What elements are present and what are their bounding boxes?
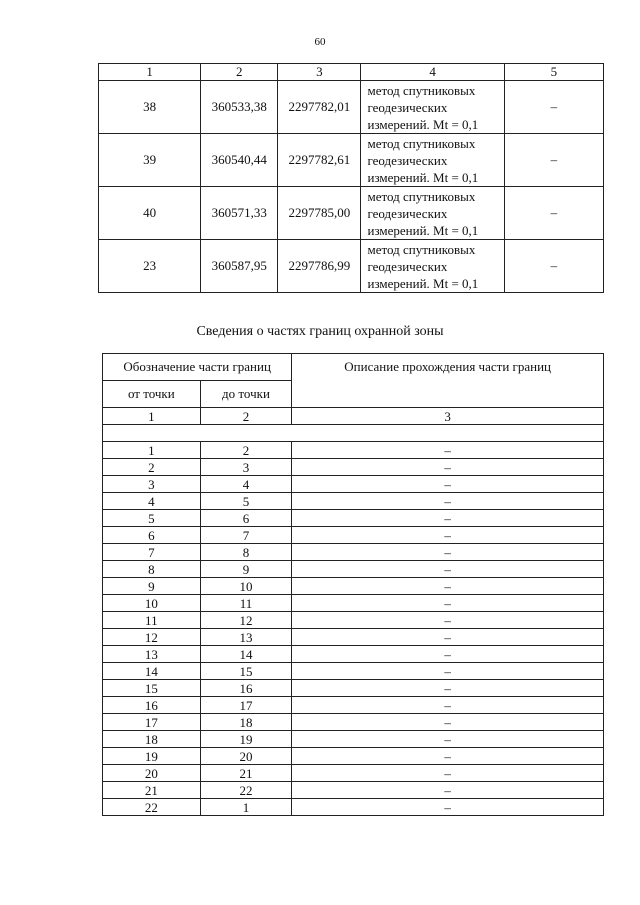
to-point: 21: [200, 765, 292, 782]
from-point: 18: [103, 731, 201, 748]
method-line: измерений. Mt = 0,1: [367, 222, 479, 238]
description: –: [292, 527, 604, 544]
from-point: 2: [103, 459, 201, 476]
to-point: 17: [200, 697, 292, 714]
col-number: 1: [99, 64, 201, 81]
description: –: [292, 612, 604, 629]
x-coordinate: 360533,38: [201, 81, 278, 134]
empty-cell: [103, 425, 604, 442]
to-point: 3: [200, 459, 292, 476]
section-title: Сведения о частях границ охранной зоны: [196, 324, 444, 339]
description: –: [292, 459, 604, 476]
from-point: 14: [103, 663, 201, 680]
to-point: 19: [200, 731, 292, 748]
description: –: [292, 510, 604, 527]
col-number: 3: [292, 408, 604, 425]
col-number: 3: [278, 64, 361, 81]
from-point: 1: [103, 442, 201, 459]
method-line: измерений. Mt = 0,1: [367, 169, 479, 185]
table-row: [103, 765, 604, 782]
boundary-parts-table: [102, 353, 604, 816]
point-number: 23: [99, 240, 201, 293]
to-point: 20: [200, 748, 292, 765]
page-number: 60: [314, 36, 326, 48]
table-row: [103, 459, 604, 476]
description: –: [292, 544, 604, 561]
to-point: 9: [200, 561, 292, 578]
column-numbers-row: [99, 64, 604, 81]
from-point: 7: [103, 544, 201, 561]
to-point: 15: [200, 663, 292, 680]
from-point: 15: [103, 680, 201, 697]
table-row: [103, 799, 604, 816]
header-to-point: до точки: [200, 381, 292, 408]
description: –: [292, 697, 604, 714]
method-line: геодезических: [367, 205, 448, 221]
col-number: 5: [504, 64, 603, 81]
x-coordinate: 360587,95: [201, 240, 278, 293]
from-point: 21: [103, 782, 201, 799]
description: –: [292, 680, 604, 697]
table-row: [103, 612, 604, 629]
description: –: [292, 629, 604, 646]
from-point: 10: [103, 595, 201, 612]
description: –: [292, 476, 604, 493]
from-point: 13: [103, 646, 201, 663]
column-numbers-row: [103, 408, 604, 425]
to-point: 14: [200, 646, 292, 663]
table-row: [103, 595, 604, 612]
table-row: [99, 134, 604, 187]
method-description: [361, 81, 504, 134]
method-line: геодезических: [367, 99, 448, 115]
from-point: 4: [103, 493, 201, 510]
header-from-point: от точки: [103, 381, 201, 408]
table-row: [103, 714, 604, 731]
method-line: метод спутниковых: [367, 82, 476, 98]
from-point: 16: [103, 697, 201, 714]
table-row: [103, 680, 604, 697]
note: –: [504, 134, 603, 187]
table-row: [103, 646, 604, 663]
method-line: измерений. Mt = 0,1: [367, 116, 479, 132]
y-coordinate: 2297782,01: [278, 81, 361, 134]
table-row: [103, 782, 604, 799]
header-row: [103, 354, 604, 381]
description: –: [292, 748, 604, 765]
table-row: [103, 748, 604, 765]
to-point: 8: [200, 544, 292, 561]
method-line: метод спутниковых: [367, 188, 476, 204]
to-point: 13: [200, 629, 292, 646]
description: –: [292, 561, 604, 578]
description: –: [292, 765, 604, 782]
to-point: 5: [200, 493, 292, 510]
description: –: [292, 646, 604, 663]
coordinates-table: [98, 63, 604, 293]
description: –: [292, 595, 604, 612]
table-row: [103, 527, 604, 544]
table-row: [99, 240, 604, 293]
table-row: [103, 561, 604, 578]
method-description: [361, 187, 504, 240]
col-number: 2: [200, 408, 292, 425]
y-coordinate: 2297785,00: [278, 187, 361, 240]
description: –: [292, 663, 604, 680]
to-point: 6: [200, 510, 292, 527]
table-row: [103, 476, 604, 493]
to-point: 4: [200, 476, 292, 493]
method-line: геодезических: [367, 152, 448, 168]
to-point: 11: [200, 595, 292, 612]
col-number: 4: [361, 64, 504, 81]
x-coordinate: 360540,44: [201, 134, 278, 187]
table-row: [103, 493, 604, 510]
description: –: [292, 493, 604, 510]
from-point: 5: [103, 510, 201, 527]
to-point: 2: [200, 442, 292, 459]
from-point: 9: [103, 578, 201, 595]
description: –: [292, 714, 604, 731]
header-description: Описание прохождения части границ: [292, 354, 604, 408]
note: –: [504, 240, 603, 293]
note: –: [504, 81, 603, 134]
from-point: 6: [103, 527, 201, 544]
empty-row: [103, 425, 604, 442]
table-row: [99, 187, 604, 240]
method-line: измерений. Mt = 0,1: [367, 275, 479, 291]
table-row: [103, 544, 604, 561]
description: –: [292, 782, 604, 799]
point-number: 38: [99, 81, 201, 134]
to-point: 22: [200, 782, 292, 799]
description: –: [292, 731, 604, 748]
method-description: [361, 134, 504, 187]
description: –: [292, 578, 604, 595]
method-line: геодезических: [367, 258, 448, 274]
description: –: [292, 442, 604, 459]
header-boundary-designation: Обозначение части границ: [103, 354, 292, 381]
y-coordinate: 2297786,99: [278, 240, 361, 293]
table-row: [99, 81, 604, 134]
y-coordinate: 2297782,61: [278, 134, 361, 187]
table-row: [103, 731, 604, 748]
x-coordinate: 360571,33: [201, 187, 278, 240]
method-description: [361, 240, 504, 293]
col-number: 2: [201, 64, 278, 81]
from-point: 20: [103, 765, 201, 782]
from-point: 11: [103, 612, 201, 629]
col-number: 1: [103, 408, 201, 425]
method-line: метод спутниковых: [367, 241, 476, 257]
to-point: 16: [200, 680, 292, 697]
table-row: [103, 578, 604, 595]
point-number: 39: [99, 134, 201, 187]
note: –: [504, 187, 603, 240]
from-point: 17: [103, 714, 201, 731]
from-point: 3: [103, 476, 201, 493]
point-number: 40: [99, 187, 201, 240]
from-point: 19: [103, 748, 201, 765]
from-point: 22: [103, 799, 201, 816]
table-row: [103, 663, 604, 680]
to-point: 7: [200, 527, 292, 544]
from-point: 8: [103, 561, 201, 578]
from-point: 12: [103, 629, 201, 646]
to-point: 12: [200, 612, 292, 629]
table-row: [103, 629, 604, 646]
table-row: [103, 442, 604, 459]
to-point: 10: [200, 578, 292, 595]
to-point: 18: [200, 714, 292, 731]
method-line: метод спутниковых: [367, 135, 476, 151]
description: –: [292, 799, 604, 816]
table-row: [103, 697, 604, 714]
to-point: 1: [200, 799, 292, 816]
table-row: [103, 510, 604, 527]
